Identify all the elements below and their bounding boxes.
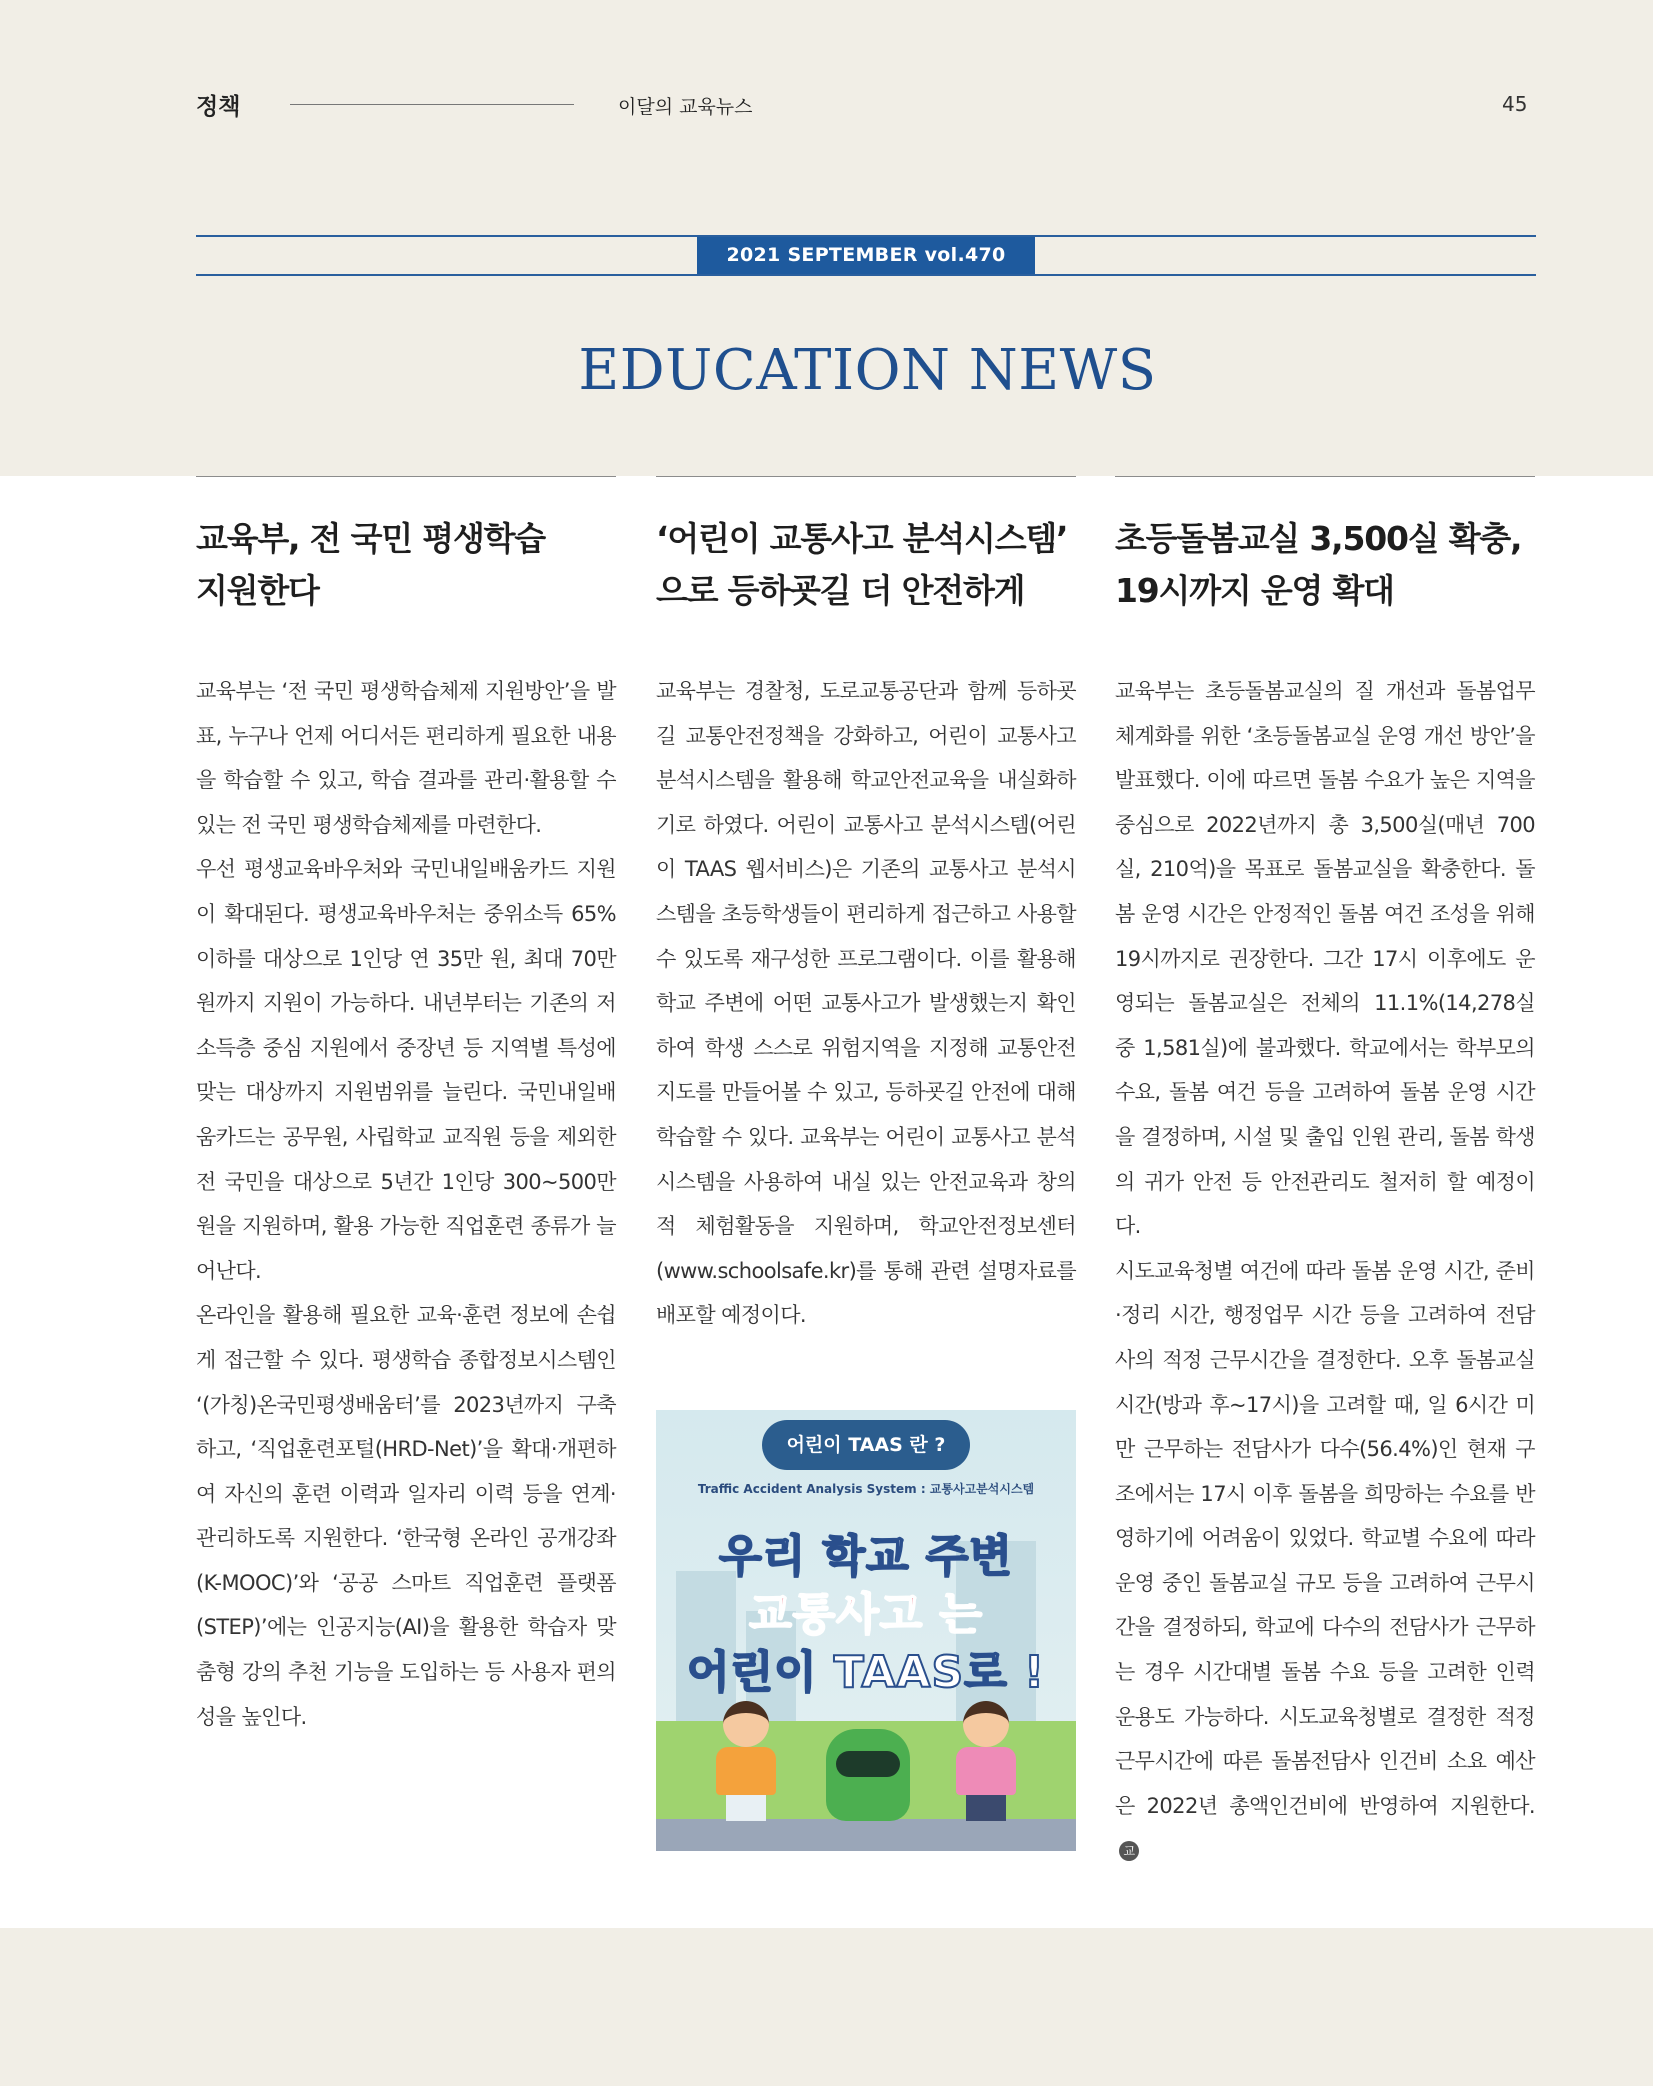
paragraph-text: 시도교육청별 여건에 따라 돌봄 운영 시간, 준비·정리 시간, 행정업무 시간 등을 고려하여 전담사의 적정 근무시간을 결정한다. 오후 돌봄교실 시간(방과 후~17시)을 고려할 때, 일 6시간 미만 근무하는 전담사가 다수(56.4%)인 현재 구조에서는 17시 이후 돌봄을 희망하는 수요를 반영하기에 어려움이 있었다. 학교별 수요에 따라 운영 중인 돌봄교실 규모 등을 고려하여 근무시간을 결정하되, 학교에 다수의 전담사가 근무하는 경우 시간대별 돌봄 수요 등을 고려한 인력 운용도 가능하다. 시도교육청별로 결정한 적정 근무시간에 따른 돌봄전담사 인건비 소요 예산은 2022년 총액인건비에 반영하여 지원한다. xyxy=(1115,1258,1535,1818)
header-title: 이달의 교육뉴스 xyxy=(618,96,753,118)
road xyxy=(656,1819,1076,1851)
paragraph: 온라인을 활용해 필요한 교육·훈련 정보에 손쉽게 접근할 수 있다. 평생학습 종합정보시스템인 ‘(가칭)온국민평생배움터’를 2023년까지 구축하고, ‘직업훈련포털(HRD-Net)’을 확대·개편하여 자신의 훈련 이력과 일자리 이력 등을 연계·관리하도록 지원한다. ‘한국형 온라인 공개강좌(K-MOOC)’와 ‘공공 스마트 직업훈련 플랫폼(STEP)’에는 인공지능(AI)을 활용한 학습자 맞춤형 강의 추천 기능을 도입하는 등 사용자 편의성을 높인다. xyxy=(196,1303,616,1729)
article-body xyxy=(1115,669,1535,1873)
header-divider xyxy=(290,104,574,105)
article-title-line: 지원한다 xyxy=(196,571,319,610)
article-body xyxy=(196,669,616,1739)
column-rule xyxy=(196,476,616,477)
article-title-line: 으로 등하굣길 더 안전하게 xyxy=(656,571,1025,610)
main-title: EDUCATION NEWS xyxy=(578,338,1157,403)
article-title-line: 교육부, 전 국민 평생학습 xyxy=(196,519,545,558)
page-header xyxy=(0,0,1653,476)
traffic-light-robot-icon xyxy=(826,1729,910,1821)
paragraph: 우선 평생교육바우처와 국민내일배움카드 지원이 확대된다. 평생교육바우처는 중위소득 65% 이하를 대상으로 1인당 연 35만 원, 최대 70만 원까지 지원이 가능하다. 내년부터는 기존의 저소득층 중심 지원에서 중장년 등 지역별 특성에 맞는 대상까지 지원범위를 늘린다. 국민내일배움카드는 공무원, 사립학교 교직원 등을 제외한 전 국민을 대상으로 5년간 1인당 300~500만 원을 지원하며, 활용 가능한 직업훈련 종류가 늘어난다. xyxy=(196,857,616,1283)
poster-subtitle: Traffic Accident Analysis System : 교통사고분석시스템 xyxy=(697,1482,1035,1496)
volume-rule-bottom xyxy=(196,274,1536,276)
article-2 xyxy=(656,476,1076,1338)
poster-headline: 우리 학교 주변 xyxy=(719,1531,1013,1582)
article-body xyxy=(656,669,1076,1338)
article-3 xyxy=(1115,476,1535,1873)
end-mark-icon: 교 xyxy=(1119,1841,1139,1861)
article-1 xyxy=(196,476,616,1739)
page-number: 45 xyxy=(1502,92,1528,116)
article-title xyxy=(1115,513,1535,617)
taas-poster-image xyxy=(656,1410,1076,1851)
poster-headline: 어린이 TAAS로 ! xyxy=(686,1647,1046,1698)
article-title xyxy=(196,513,616,617)
volume-badge: 2021 SEPTEMBER vol.470 xyxy=(697,237,1035,274)
section-label: 정책 xyxy=(196,94,241,120)
articles-area xyxy=(0,476,1653,1928)
poster-headline: 교통사고 는 xyxy=(749,1589,983,1640)
article-title-line: 19시까지 운영 확대 xyxy=(1115,571,1394,610)
paragraph: 교육부는 초등돌봄교실의 질 개선과 돌봄업무 체계화를 위한 ‘초등돌봄교실 운영 개선 방안’을 발표했다. 이에 따르면 돌봄 수요가 높은 지역을 중심으로 2022년까지 총 3,500실(매년 700실, 210억)을 목표로 돌봄교실을 확충한다. 돌봄 운영 시간은 안정적인 돌봄 여건 조성을 위해 19시까지로 권장한다. 그간 17시 이후에도 운영되는 돌봄교실은 전체의 11.1%(14,278실 중 1,581실)에 불과했다. 학교에서는 학부모의 수요, 돌봄 여건 등을 고려하여 돌봄 운영 시간을 결정하며, 시설 및 출입 인원 관리, 돌봄 학생의 귀가 안전 등 안전관리도 철저히 할 예정이다. xyxy=(1115,679,1535,1239)
footer-band xyxy=(0,1928,1653,2086)
article-title-line: 초등돌봄교실 3,500실 확충, xyxy=(1115,519,1522,558)
paragraph: 교육부는 경찰청, 도로교통공단과 함께 등하굣길 교통안전정책을 강화하고, 어린이 교통사고 분석시스템을 활용해 학교안전교육을 내실화하기로 하였다. 어린이 교통사고 분석시스템(어린이 TAAS 웹서비스)은 기존의 교통사고 분석시스템을 초등학생들이 편리하게 접근하고 사용할 수 있도록 재구성한 프로그램이다. 이를 활용해 학교 주변에 어떤 교통사고가 발생했는지 확인하여 학생 스스로 위험지역을 지정해 교통안전지도를 만들어볼 수 있고, 등하굣길 안전에 대해 학습할 수 있다. 교육부는 어린이 교통사고 분석시스템을 사용하여 내실 있는 안전교육과 창의적 체험활동을 지원하며, 학교안전정보센터(www.schoolsafe.kr)를 통해 관련 설명자료를 배포할 예정이다. xyxy=(656,679,1076,1328)
child-illustration xyxy=(956,1701,1016,1821)
paragraph xyxy=(1115,1249,1535,1873)
column-rule xyxy=(1115,476,1535,477)
article-title-line: ‘어린이 교통사고 분석시스템’ xyxy=(656,519,1068,558)
article-title xyxy=(656,513,1076,617)
child-illustration xyxy=(716,1701,776,1821)
paragraph: 교육부는 ‘전 국민 평생학습체제 지원방안’을 발표, 누구나 언제 어디서든 편리하게 필요한 내용을 학습할 수 있고, 학습 결과를 관리·활용할 수 있는 전 국민 평생학습체제를 마련한다. xyxy=(196,679,616,837)
column-rule xyxy=(656,476,1076,477)
poster-bubble: 어린이 TAAS 란 ? xyxy=(762,1420,970,1470)
